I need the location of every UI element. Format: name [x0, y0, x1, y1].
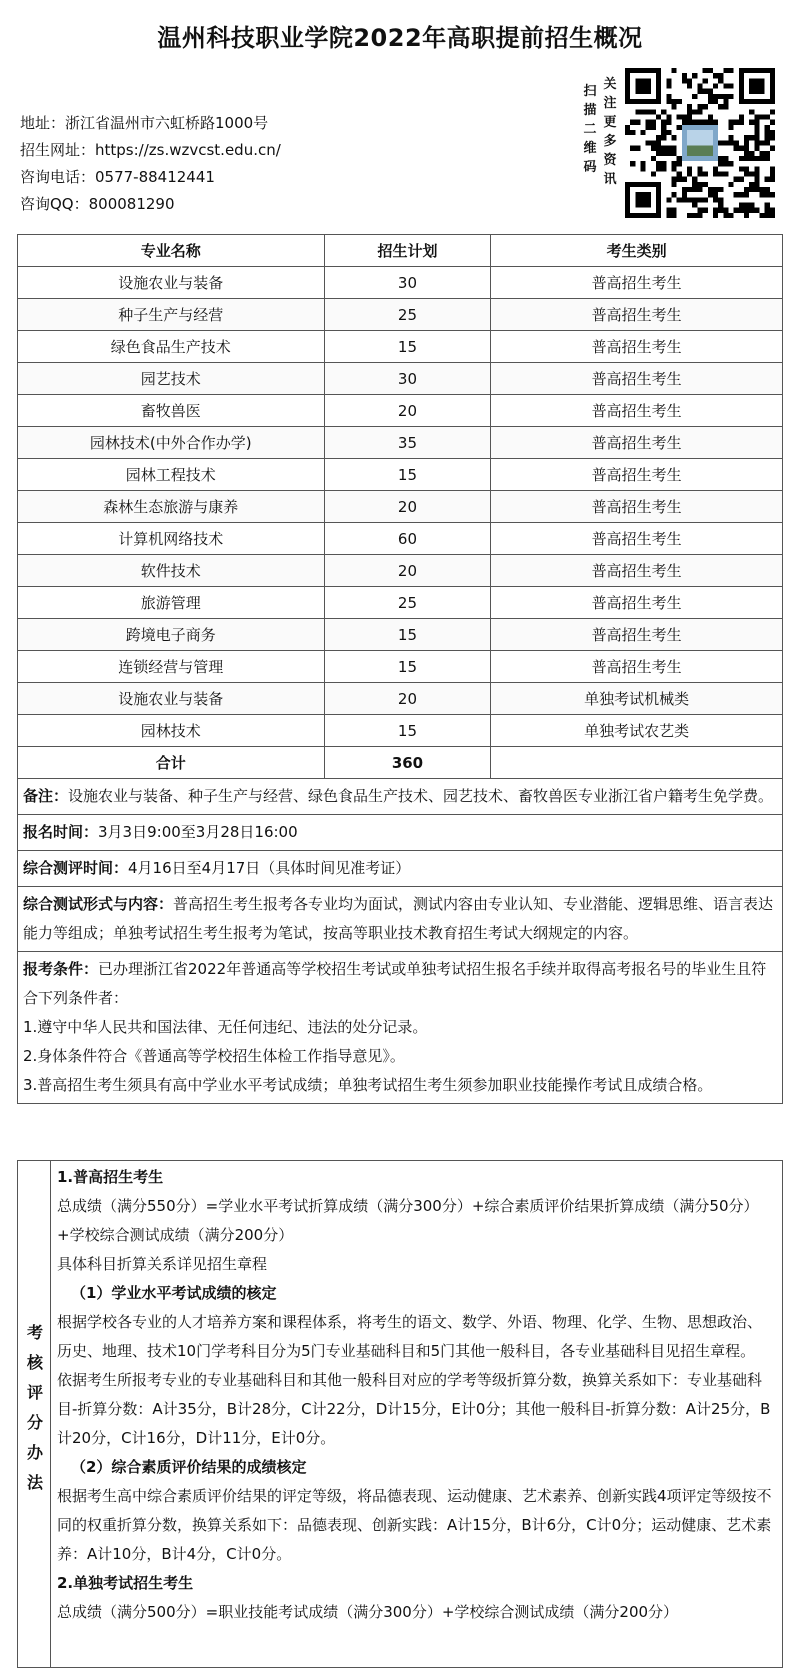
- table-row: [18, 651, 783, 683]
- cell-category: 普高招生考生: [491, 587, 783, 619]
- method-sub1-para-2: 依据考生所报考专业的专业基础科目和其他一般科目对应的学考等级折算分数，换算关系如下：专业基础科目-折算分数：A计35分，B计28分，C计22分，D计15分，E计0分；其他一般科目-折算分数：A计25分，B计20分，C计16分，D计11分，E计0分。: [57, 1371, 771, 1447]
- notes-section: [17, 778, 783, 1104]
- cell-major: 设施农业与装备: [18, 267, 325, 299]
- remark-label: 备注：: [23, 787, 69, 805]
- eval-time-text: 4月16日至4月17日（具体时间见准考证）: [128, 859, 411, 877]
- scoring-method-body: [51, 1161, 782, 1667]
- header-category: 考生类别: [491, 235, 783, 267]
- total-value: 360: [324, 747, 491, 779]
- cell-category: 普高招生考生: [491, 299, 783, 331]
- signup-label: 报名时间：: [23, 823, 99, 841]
- contact-info: [20, 110, 281, 218]
- qr-char: 多: [603, 134, 617, 149]
- total-empty: [491, 747, 783, 779]
- condition-2: 2.身体条件符合《普通高等学校招生体检工作指导意见》。: [23, 1047, 405, 1065]
- table-row: [18, 299, 783, 331]
- remark-row: [18, 778, 782, 814]
- cell-category: 单独考试农艺类: [491, 715, 783, 747]
- table-row: [18, 267, 783, 299]
- cell-quota: 35: [324, 427, 491, 459]
- method-subheading-2: （2）综合素质评价结果的成绩核定: [71, 1458, 307, 1476]
- qr-char: 描: [583, 103, 597, 118]
- cell-major: 连锁经营与管理: [18, 651, 325, 683]
- admission-plan-table: [17, 234, 783, 779]
- website-text[interactable]: 招生网址：https://zs.wzvcst.edu.cn/: [20, 141, 281, 159]
- table-row: [18, 683, 783, 715]
- scoring-method-label: 考核评分办法: [24, 1324, 44, 1504]
- conditions-row: [18, 951, 782, 1103]
- cell-quota: 60: [324, 523, 491, 555]
- eval-time-label: 综合测评时间：: [23, 859, 129, 877]
- cell-category: 普高招生考生: [491, 395, 783, 427]
- cell-major: 畜牧兽医: [18, 395, 325, 427]
- cell-category: 普高招生考生: [491, 363, 783, 395]
- table-row: [18, 427, 783, 459]
- cell-major: 计算机网络技术: [18, 523, 325, 555]
- signup-row: [18, 814, 782, 850]
- method-formula-2: 总成绩（满分500分）=职业技能考试成绩（满分300分）+学校综合测试成绩（满分200分）: [57, 1603, 679, 1621]
- scoring-method-label-cell: [18, 1161, 51, 1667]
- address-text: 地址：浙江省温州市六虹桥路1000号: [20, 114, 269, 132]
- cell-category: 普高招生考生: [491, 427, 783, 459]
- cell-quota: 20: [324, 555, 491, 587]
- cell-quota: 20: [324, 683, 491, 715]
- table-row: [18, 363, 783, 395]
- cell-category: 普高招生考生: [491, 523, 783, 555]
- cell-major: 森林生态旅游与康养: [18, 491, 325, 523]
- remark-text: 设施农业与装备、种子生产与经营、绿色食品生产技术、园艺技术、畜牧兽医专业浙江省户籍考生免学费。: [68, 787, 774, 805]
- cell-category: 普高招生考生: [491, 619, 783, 651]
- qr-char: 讯: [603, 172, 617, 187]
- cell-major: 跨境电子商务: [18, 619, 325, 651]
- table-row: [18, 331, 783, 363]
- qr-code-graphic: [625, 68, 775, 218]
- eval-form-text: 普高招生考生报考各专业均为面试，测试内容由专业认知、专业潜能、逻辑思维、语言表达能力等组成；单独考试招生考生报考为笔试，按高等职业技术教育招生考试大纲规定的内容。: [23, 895, 774, 942]
- cell-quota: 15: [324, 459, 491, 491]
- qr-label-right: [602, 75, 618, 189]
- qr-char: 码: [583, 160, 597, 175]
- header-major: 专业名称: [18, 235, 325, 267]
- cell-category: 普高招生考生: [491, 651, 783, 683]
- table-row: [18, 555, 783, 587]
- eval-form-row: [18, 886, 782, 951]
- qr-char: 更: [603, 115, 617, 130]
- cell-major: 绿色食品生产技术: [18, 331, 325, 363]
- cell-quota: 25: [324, 587, 491, 619]
- cell-quota: 15: [324, 651, 491, 683]
- cell-quota: 30: [324, 267, 491, 299]
- page-title: 温州科技职业学院2022年高职提前招生概况: [157, 24, 643, 52]
- eval-time-row: [18, 850, 782, 886]
- cell-major: 园林技术(中外合作办学): [18, 427, 325, 459]
- qr-char: 注: [603, 96, 617, 111]
- qr-code-icon: [625, 68, 775, 218]
- method-note-1: 具体科目折算关系详见招生章程: [57, 1255, 268, 1273]
- cell-major: 园艺技术: [18, 363, 325, 395]
- table-row: [18, 523, 783, 555]
- cell-quota: 25: [324, 299, 491, 331]
- eval-form-label: 综合测试形式与内容：: [23, 895, 174, 913]
- method-sub1-para-1: 根据学校各专业的人才培养方案和课程体系，将考生的语文、数学、外语、物理、化学、生物、思想政治、历史、地理、技术10门学考科目分为5门专业基础科目和5门其他一般科目，各专业基础科目见招生章程。: [57, 1313, 763, 1360]
- qr-char: 资: [603, 153, 617, 168]
- cell-quota: 20: [324, 395, 491, 427]
- cell-category: 普高招生考生: [491, 331, 783, 363]
- table-row: [18, 395, 783, 427]
- method-sub2-para-1: 根据考生高中综合素质评价结果的评定等级，将品德表现、运动健康、艺术素养、创新实践4项评定等级按不同的权重折算分数，换算关系如下：品德表现、创新实践：A计15分，B计6分，C计0分；运动健康、艺术素养：A计10分，B计4分，C计0分。: [57, 1487, 772, 1563]
- method-heading-1: 1.普高招生考生: [57, 1168, 164, 1186]
- cell-major: 软件技术: [18, 555, 325, 587]
- cell-major: 设施农业与装备: [18, 683, 325, 715]
- qr-char: 关: [603, 77, 617, 92]
- scoring-method-section: [17, 1160, 783, 1668]
- cell-quota: 30: [324, 363, 491, 395]
- conditions-label: 报考条件：: [23, 960, 99, 978]
- qr-label-left: [582, 82, 598, 177]
- method-formula-1: 总成绩（满分550分）=学业水平考试折算成绩（满分300分）+综合素质评价结果折算成绩（满分50分）+学校综合测试成绩（满分200分）: [57, 1197, 759, 1244]
- table-row: [18, 587, 783, 619]
- conditions-text: 已办理浙江省2022年普通高等学校招生考试或单独考试招生报名手续并取得高考报名号的毕业生且符合下列条件者：: [23, 960, 767, 1007]
- signup-text: 3月3日9:00至3月28日16:00: [98, 823, 298, 841]
- cell-category: 普高招生考生: [491, 555, 783, 587]
- cell-major: 园林工程技术: [18, 459, 325, 491]
- condition-3: 3.普高招生考生须具有高中学业水平考试成绩；单独考试招生考生须参加职业技能操作考试且成绩合格。: [23, 1076, 713, 1094]
- cell-quota: 20: [324, 491, 491, 523]
- cell-category: 普高招生考生: [491, 267, 783, 299]
- qq-text: 咨询QQ：800081290: [20, 195, 175, 213]
- cell-quota: 15: [324, 619, 491, 651]
- cell-quota: 15: [324, 715, 491, 747]
- cell-category: 普高招生考生: [491, 491, 783, 523]
- cell-major: 园林技术: [18, 715, 325, 747]
- method-subheading-1: （1）学业水平考试成绩的核定: [71, 1284, 277, 1302]
- cell-category: 单独考试机械类: [491, 683, 783, 715]
- table-total-row: [18, 747, 783, 779]
- condition-1: 1.遵守中华人民共和国法律、无任何违纪、违法的处分记录。: [23, 1018, 428, 1036]
- table-row: [18, 619, 783, 651]
- cell-quota: 15: [324, 331, 491, 363]
- phone-text: 咨询电话：0577-88412441: [20, 168, 215, 186]
- qr-char: 二: [583, 122, 597, 137]
- table-header-row: [18, 235, 783, 267]
- qr-char: 维: [583, 141, 597, 156]
- header-quota: 招生计划: [324, 235, 491, 267]
- table-row: [18, 715, 783, 747]
- cell-category: 普高招生考生: [491, 459, 783, 491]
- qr-char: 扫: [583, 84, 597, 99]
- table-row: [18, 459, 783, 491]
- cell-major: 种子生产与经营: [18, 299, 325, 331]
- cell-major: 旅游管理: [18, 587, 325, 619]
- table-row: [18, 491, 783, 523]
- total-label: 合计: [18, 747, 325, 779]
- method-heading-2: 2.单独考试招生考生: [57, 1574, 194, 1592]
